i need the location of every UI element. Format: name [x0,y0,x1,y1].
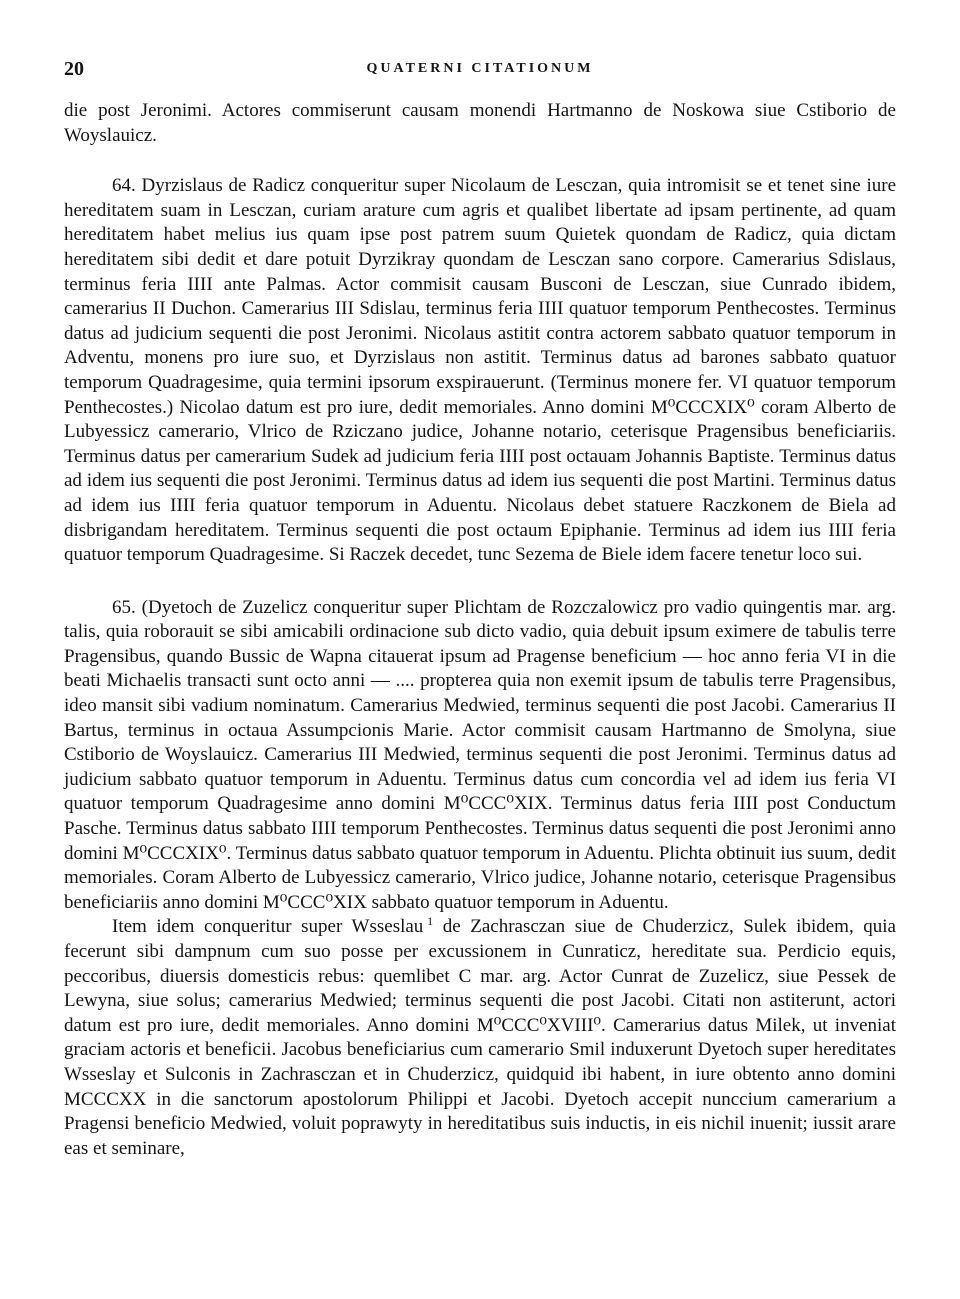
footnote-mark: 1 [427,914,434,929]
page-header [64,58,896,84]
item-text-before-note: Item idem conqueritur super Wsseslau [112,916,424,938]
paragraph-entry-65-item [64,915,896,1161]
item-text-after-note: de Zachrasczan siue de Chuderzicz, Sulek ibidem, quia fecerunt sibi dampnum cum suo posse per excussionem in Cunraticz, hereditate sua. Perdicio equis, peccoribus, diuersis domesticis rebus: quemlibet C mar. arg. Actor Cunrat de Zuzelicz, siue Pessek de Lewyna, siue solus; camerarius Medwied; terminus sequenti die post Jacobi. Citati non astiterunt, actori datum est pro iure, dedit memoriales. Anno domini M⁰CCC⁰XVIII⁰. Camerarius datus Milek, ut inveniat graciam actoris et beneficii. Jacobus beneficiarius cum camerario Smil induxerunt Dyetoch super hereditates Wsseslay et Sulconis in Zachrasczan et in Chuderzicz, quidquid ibi habent, in iure obtento anno domini MCCCXX in die sanctorum apostolorum Philippi et Jacobi. Dyetoch accepit nunccium camerarium a Pragensi beneficio Medwied, voluit poprawyty in hereditatibus suis inductis, in eis nichil inuenit; iussit arare eas et seminare, [64,916,896,1159]
page-body [64,99,896,1161]
paragraph-entry-64: 64. Dyrzislaus de Radicz conqueritur super Nicolaum de Lesczan, quia intromisit se et tenet sine iure hereditatem suam in Lesczan, curiam arature cum agris et qualibet libertate ad ipsam pertinente, ad quam hereditatem habet melius ius quam ipse post patrem suum Quietek quondam de Radicz, quia dictam hereditatem sibi dedit et dare potuit Dyrzikray quondam de Lesczan sano corpore. Camerarius Sdislaus, terminus feria IIII ante Palmas. Actor commisit causam Busconi de Lesczan, siue Cunrado ibidem, camerarius II Duchon. Camerarius III Sdislau, terminus feria IIII quatuor temporum Penthecostes. Terminus datus ad judicium sequenti die post Jeronimi. Nicolaus astitit contra actorem sabbato quatuor temporum in Adventu, monens pro iure suo, et Dyrzislaus non astitit. Terminus datus ad barones sabbato quatuor temporum Quadragesime, quia termini ipsorum exspirauerunt. (Terminus monere fer. VI quatuor temporum Penthecostes.) Nicolao datum est pro iure, dedit memoriales. Anno domini M⁰CCCXIX⁰ coram Alberto de Lubyessicz camerario, Vlrico de Rziczano judice, Johanne notario, ceterisque Pragensibus beneficiariis. Terminus datus per camerarium Sudek ad judicium feria IIII post octauam Johannis Baptiste. Terminus datus ad idem ius sequenti die post Jeronimi. Terminus datus ad idem ius sequenti die post Martini. Terminus datus ad idem ius IIII feria quatuor temporum in Aduentu. Nicolaus debet statuere Raczkonem de Biela ad disbrigandam hereditatem. Terminus sequenti die post octaum Epiphanie. Terminus ad idem ius IIII feria quatuor temporum Quadragesime. Si Raczek decedet, tunc Sezema de Biele idem facere tenetur loco sui. [64,175,896,566]
paragraph-continuation: die post Jeronimi. Actores commiserunt causam monendi Hartmanno de Noskowa siue Cstiborio de Woyslauicz. [64,100,896,146]
page-number: 20 [64,58,84,80]
paragraph-entry-65: 65. (Dyetoch de Zuzelicz conqueritur super Plichtam de Rozczalowicz pro vadio quingentis mar. arg. talis, quia roborauit se sibi amicabili ordinacione sub dicto vadio, quia debuit ipsum eximere de tabulis terre Pragensibus, quando Bussic de Wapna citauerat ipsum ad Pragense beneficium — hoc anno feria VI in die beati Michaelis transacti sunt octo anni — .... propterea quia non exemit ipsum de tabulis terre Pragensibus, ideo mansit sibi vadium nominatum. Camerarius Medwied, terminus sequenti die post Jacobi. Camerarius II Bartus, terminus in octaua Assumpcionis Marie. Actor commisit causam Hartmanno de Smolyna, siue Cstiborio de Woyslauicz. Camerarius III Medwied, terminus sequenti die post Jeronimi. Terminus datus ad judicium sabbato quatuor temporum in Aduentu. Terminus datus cum concordia vel ad idem ius feria VI quatuor temporum Quadragesime anno domini M⁰CCC⁰XIX. Terminus datus feria IIII post Conductum Pasche. Terminus datus sabbato IIII temporum Penthecostes. Terminus datus sequenti die post Jeronimi anno domini M⁰CCCXIX⁰. Terminus datus sabbato quatuor temporum in Aduentu. Plichta obtinuit ius suum, dedit memoriales. Coram Alberto de Lubyessicz camerario, Vlrico judice, Johanne notario, ceterisque Pragensibus beneficiariis anno domini M⁰CCC⁰XIX sabbato quatuor temporum in Aduentu. [64,596,896,913]
running-title: QUATERNI CITATIONUM [366,61,594,76]
